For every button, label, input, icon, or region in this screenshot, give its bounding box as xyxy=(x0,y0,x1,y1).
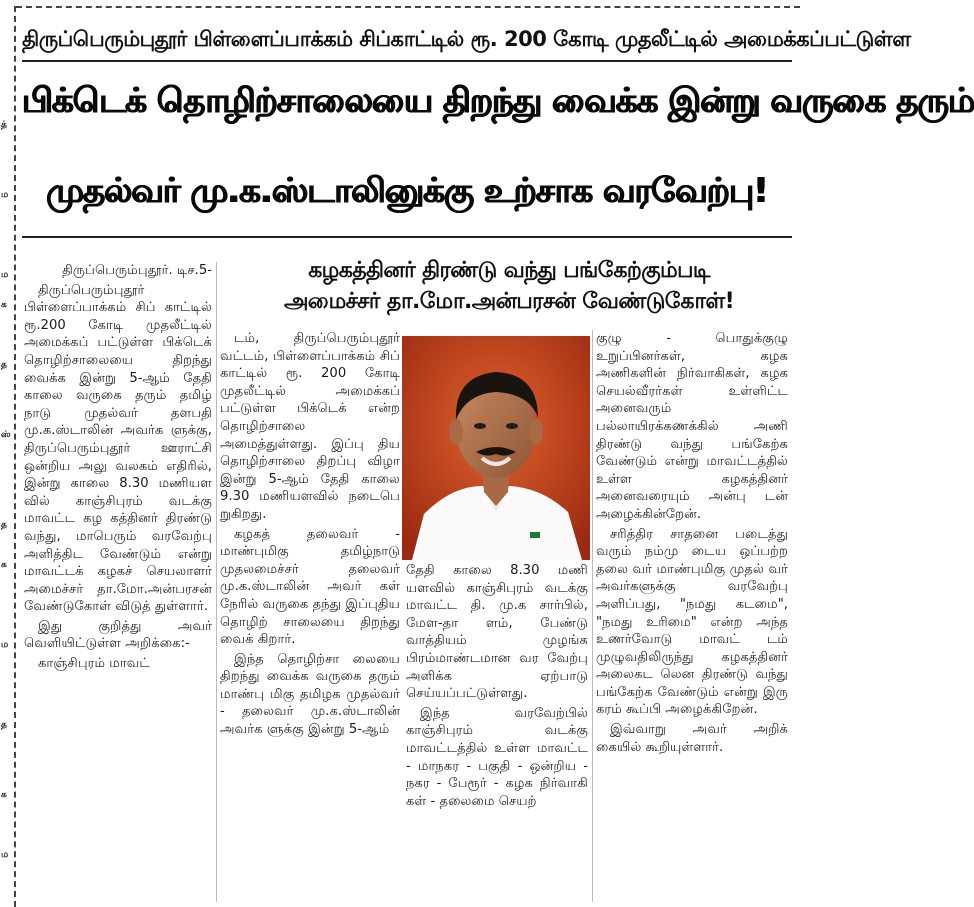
left-margin-fragments xyxy=(0,0,12,907)
column-rule xyxy=(216,262,217,902)
paragraph: டம், திருப்பெரும்புதூர் வட்டம், பிள்ளைப்பாக்கம் சிப் காட்டில் ரூ. 200 கோடி முதலீட்டில் அமைக்கப் பட்டுள்ள பிக்டெக் என்ற தொழிற்சாலை அமைத்துள்ளது. இப்பு திய தொழிற்சாலை திறப்பு விழா இன்று 5-ஆம் தேதி காலை 9.30 மணியளவில் நடைபெ றுகிறது. xyxy=(220,331,400,522)
portrait-photo xyxy=(402,336,590,560)
kicker-line: திருப்பெரும்புதூர் பிள்ளைப்பாக்கம் சிப்காட்டில் ரூ. 200 கோடி முதலீட்டில் அமைக்கப்பட்டுள்ள xyxy=(22,27,911,51)
divider xyxy=(22,60,792,62)
margin-fragment: த் xyxy=(1,120,7,130)
paragraph: காஞ்சிபுரம் மாவட் xyxy=(38,656,150,672)
paragraph: இது குறித்து அவர் வெளியிட்டுள்ள அறிக்கை:- xyxy=(24,618,212,652)
cut-line-top xyxy=(16,6,800,8)
dateline: திருப்பெரும்புதூர். டிச.5- xyxy=(62,263,212,278)
paragraph: குழு - பொதுக்குழு உறுப்பினர்கள், கழக அணிகளின் நிர்வாகிகள், கழக செயல்வீரர்கள் உள்ளிட்ட அனைவரும் பல்லாயிரக்கணக்கில் அணி திரண்டு வந்து பங்கேற்க வேண்டும் என்று மாவட்டத்தில் உள்ள கழகத்தினர் அனைவரையும் அன்பு டன் அழைக்கின்றேன். xyxy=(596,331,788,522)
article-column-3 xyxy=(406,562,588,902)
subheadline-line-1: கழகத்தினர் திரண்டு வந்து பங்கேற்கும்படி xyxy=(308,258,710,283)
cut-line-left xyxy=(14,6,16,907)
margin-fragment: த xyxy=(1,520,7,530)
headline-line-2: முதல்வர் மு.க.ஸ்டாலினுக்கு உற்சாக வரவேற்பு! xyxy=(46,171,768,211)
paragraph: திருப்பெரும்புதூர் பிள்ளைப்பாக்கம் சிப் காட்டில் ரூ.200 கோடி முதலீட்டில் அமைக்கப் பட்டுள்ள பிக்டெக் தொழிற்சாலையை திறந்து வைக்க இன்று 5-ஆம் தேதி காலை வருகை தரும் தமிழ் நாடு முதல்வர் தளபதி மு.க.ஸ்டாலின் அவர்க ளுக்கு, திருப்பெரும்புதூர் ஊராட்சி ஒன்றிய அலு வலகம் எதிரில், இன்று காலை 8.30 மணியள வில் காஞ்சிபுரம் வடக்கு மாவட்ட கழ கத்தினர் திரண்டு வந்து, மாபெரும் வரவேற்பு அளித்திட வேண்டும் என்று மாவட்டக் கழகச் செயலாளர் அமைச்சர் தா.மோ.அன்பரசன் வேண்டுகோள் விடுத் துள்ளார். xyxy=(24,282,212,615)
margin-fragment: ஸ் xyxy=(1,430,11,440)
column-rule xyxy=(592,330,593,902)
margin-fragment: ம xyxy=(1,640,9,650)
paragraph: இந்த தொழிற்சா லையை திறந்து வைக்க வருகை தரும் மாண்பு மிகு தமிழக முதல்வர் - தலைவர் மு.க.ஸ்டாலின் அவர்க ளுக்கு இன்று 5-ஆம் xyxy=(220,651,400,738)
paragraph: இவ்வாறு அவர் அறிக் கையில் கூறியுள்ளார். xyxy=(596,722,788,755)
paragraph: சரித்திர சாதனை படைத்து வரும் நம்மு டைய ஒப்பற்ற தலை வர் மாண்புமிகு முதல் வர் அவர்களுக்கு வரவேற்பு அளிப்பது, "நமது கடமை", "நமது உரிமை" என்ற அந்த உணர்வோடு மாவட் டம் முழுவதிலிருந்து கழகத்தினர் அலைகட லென திரண்டு வந்து பங்கேற்க வேண்டும் என்று இரு கரம் கூப்பி அழைக்கிறேன். xyxy=(596,526,788,718)
article-column-2 xyxy=(220,330,400,902)
margin-fragment: க xyxy=(1,560,7,570)
margin-fragment: க xyxy=(1,300,7,310)
margin-fragment: த xyxy=(1,360,7,370)
paragraph: இந்த வரவேற்பில் காஞ்சிபுரம் வடக்கு மாவட்டத்தில் உள்ள மாவட்ட - மாநகர - பகுதி - ஒன்றிய - நகர - பேரூர் - கழக நிர்வாகி கள் - தலைமை செயற் xyxy=(406,705,588,809)
margin-fragment: ம xyxy=(1,190,9,200)
headline-line-1: பிக்டெக் தொழிற்சாலையை திறந்து வைக்க இன்று வருகை தரும் xyxy=(22,81,974,121)
margin-fragment: க xyxy=(1,790,7,800)
paragraph: தேதி காலை 8.30 மணி யளவில் காஞ்சிபுரம் வடக்கு மாவட்ட தி. மு.க சார்பில், மேள-தா ளம், பேண்டு வாத்தியம் முழங்க பிரம்மாண்டமான வர வேற்பு அளிக்க ஏற்பாடு செய்யப்பட்டுள்ளது. xyxy=(406,563,588,702)
margin-fragment: ம xyxy=(1,270,9,280)
portrait-illustration xyxy=(402,336,590,560)
subheadline-line-2: அமைச்சர் தா.மோ.அன்பரசன் வேண்டுகோள்! xyxy=(283,289,735,314)
article-column-4 xyxy=(596,330,788,902)
margin-fragment: த xyxy=(1,720,7,730)
divider xyxy=(22,236,792,238)
paragraph: கழகத் தலைவர் - மாண்புமிகு தமிழ்நாடு முதலமைச்சர் தலைவர் மு.க.ஸ்டாலின் அவர் கள் நேரில் வருகை தந்து இப்புதிய தொழிற் சாலையை திறந்து வைக் கிறார். xyxy=(220,526,400,648)
margin-fragment: ம xyxy=(1,850,9,860)
article-column-1 xyxy=(24,262,212,902)
